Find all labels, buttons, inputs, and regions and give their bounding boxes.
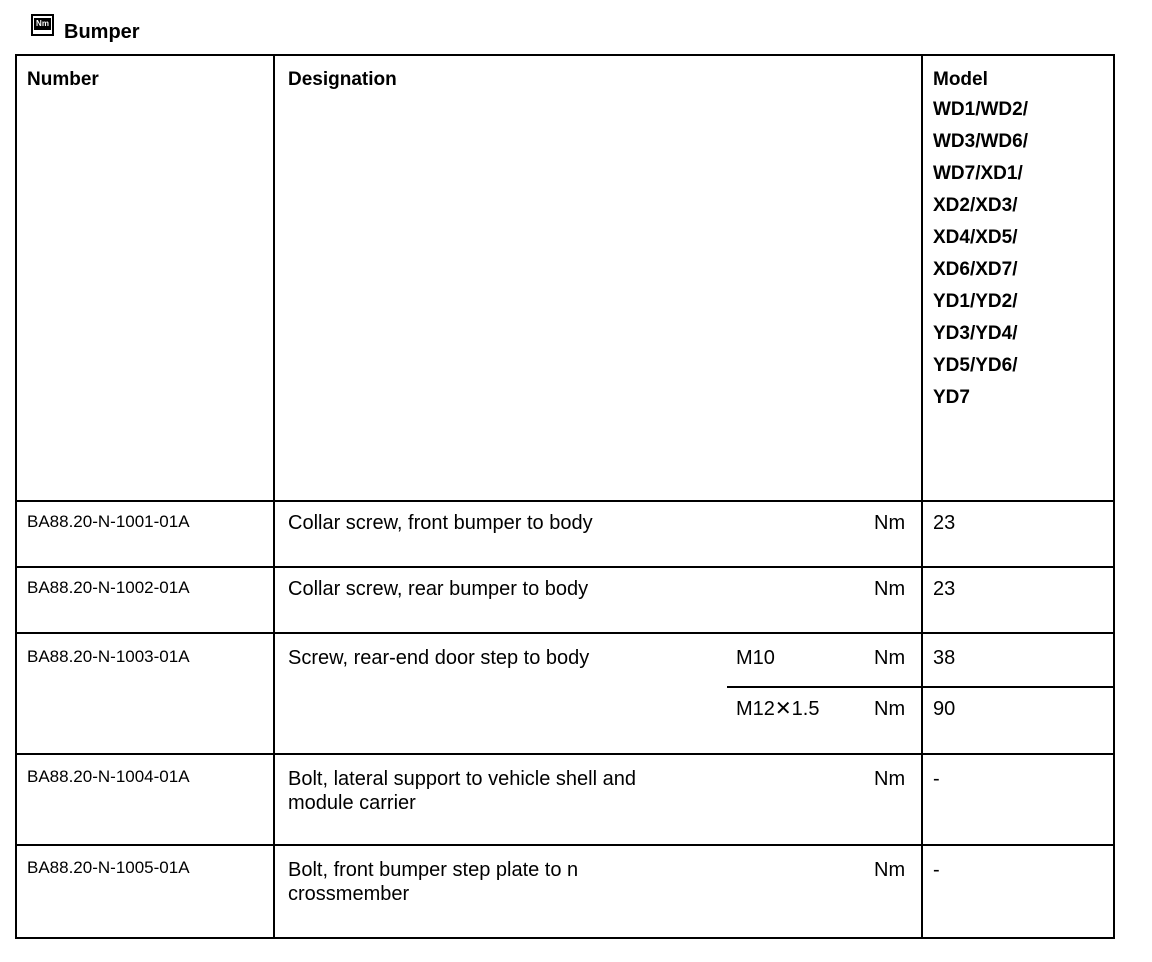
model-code: XD6/XD7/: [933, 259, 1018, 280]
header-designation: Designation: [288, 69, 397, 90]
model-code: YD7: [933, 387, 970, 408]
row-unit: Nm: [874, 578, 906, 600]
header-number: Number: [27, 69, 99, 90]
row-value: 38: [933, 647, 956, 669]
table-border-bottom: [15, 937, 1115, 939]
model-code: WD3/WD6/: [933, 131, 1028, 152]
header-model: Model: [933, 69, 988, 90]
page-title: Bumper: [64, 21, 140, 43]
model-code: YD3/YD4/: [933, 323, 1018, 344]
row-number: BA88.20-N-1004-01A: [27, 767, 190, 786]
table-border-top: [15, 54, 1115, 56]
row-designation: crossmember: [288, 883, 410, 905]
row-value: 90: [933, 698, 956, 720]
model-code: YD1/YD2/: [933, 291, 1018, 312]
table-border-right: [1113, 54, 1115, 939]
row-unit: Nm: [874, 647, 906, 669]
table-border-left: [15, 54, 17, 939]
row-number: BA88.20-N-1003-01A: [27, 647, 190, 666]
row-value: -: [933, 859, 940, 881]
row-size: M10: [736, 647, 775, 669]
nm-icon-label: Nm: [34, 18, 51, 30]
model-code: WD7/XD1/: [933, 163, 1023, 184]
row-designation: Collar screw, front bumper to body: [288, 512, 593, 534]
row-divider: [15, 500, 1115, 502]
row-unit: Nm: [874, 512, 906, 534]
model-code-list: [933, 94, 1028, 414]
model-code: XD4/XD5/: [933, 227, 1018, 248]
row-divider: [15, 753, 1115, 755]
row-value: 23: [933, 512, 956, 534]
sub-row-divider: [727, 686, 1115, 688]
row-divider: [15, 632, 1115, 634]
column-divider-number: [273, 54, 275, 939]
torque-table: [15, 54, 1115, 939]
model-code: WD1/WD2/: [933, 99, 1028, 120]
row-number: BA88.20-N-1005-01A: [27, 858, 190, 877]
model-code: YD5/YD6/: [933, 355, 1018, 376]
row-designation: Screw, rear-end door step to body: [288, 647, 590, 669]
nm-torque-icon: [31, 14, 54, 36]
row-value: -: [933, 768, 940, 790]
row-unit: Nm: [874, 768, 906, 790]
row-value: 23: [933, 578, 956, 600]
row-number: BA88.20-N-1002-01A: [27, 578, 190, 597]
row-divider: [15, 566, 1115, 568]
row-designation: Bolt, front bumper step plate to n: [288, 859, 579, 881]
column-divider-model: [921, 54, 923, 939]
row-size: M12✕1.5: [736, 698, 820, 720]
row-divider: [15, 844, 1115, 846]
row-unit: Nm: [874, 698, 906, 720]
model-code: XD2/XD3/: [933, 195, 1018, 216]
row-designation: Bolt, lateral support to vehicle shell and: [288, 768, 636, 790]
row-designation: module carrier: [288, 792, 416, 814]
row-number: BA88.20-N-1001-01A: [27, 512, 190, 531]
row-unit: Nm: [874, 859, 906, 881]
row-designation: Collar screw, rear bumper to body: [288, 578, 589, 600]
